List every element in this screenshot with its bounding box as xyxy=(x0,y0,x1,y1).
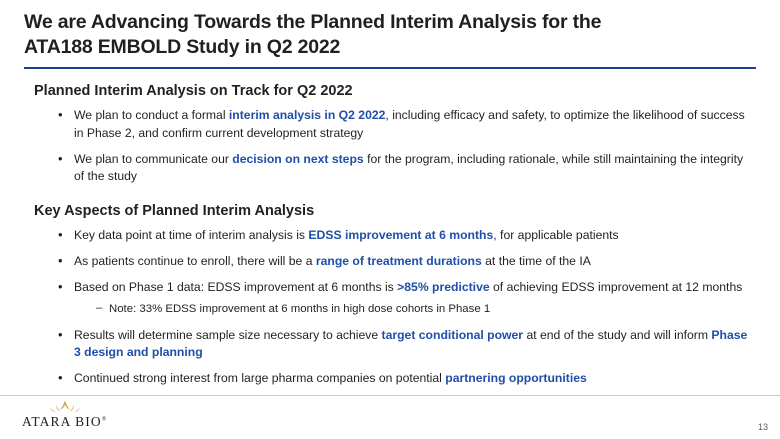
logo-text: ATARA BIO® xyxy=(22,414,108,429)
bullet-text: Results will determine sample size necessary to achieve target conditional power at end of the study and will inform Phase 3 design and planning xyxy=(74,327,748,359)
bullet-text: We plan to communicate our decision on next steps for the program, including rationale, while still maintaining the integrity of the study xyxy=(74,152,744,184)
list-item xyxy=(58,279,750,317)
footer-divider xyxy=(0,395,780,396)
list-item xyxy=(58,327,750,362)
section-heading-key-aspects: Key Aspects of Planned Interim Analysis xyxy=(34,202,315,219)
page-number: 13 xyxy=(757,422,768,432)
page-title-line2: ATA188 EMBOLD Study in Q2 2022 xyxy=(24,35,341,58)
list-item xyxy=(58,370,750,387)
list-item xyxy=(58,227,750,244)
bullet-text: Based on Phase 1 data: EDSS improvement at 6 months is >85% predictive of achieving EDSS improvement at 12 months xyxy=(74,280,743,295)
bullet-text: As patients continue to enroll, there will be a range of treatment durations at the time of the IA xyxy=(74,254,591,269)
logo-trademark: ® xyxy=(101,416,108,423)
bullet-list-interim-analysis xyxy=(34,107,750,185)
list-item xyxy=(58,151,750,186)
atara-leaf-icon xyxy=(48,400,82,413)
title-block xyxy=(0,0,780,60)
sub-bullet-list xyxy=(74,302,750,318)
logo xyxy=(22,400,107,430)
list-item-sub xyxy=(96,302,750,318)
bullet-text: Continued strong interest from large pharma companies on potential partnering opportunities xyxy=(74,371,587,386)
bullet-list-key-aspects xyxy=(34,227,750,388)
slide-footer xyxy=(0,395,780,439)
page-title-line1: We are Advancing Towards the Planned Interim Analysis for the xyxy=(24,11,602,33)
slide-content xyxy=(0,69,780,387)
bullet-text: Key data point at time of interim analysis is EDSS improvement at 6 months, for applicable patients xyxy=(74,227,619,242)
list-item xyxy=(58,253,750,270)
list-item xyxy=(58,107,750,142)
sub-bullet-text: Note: 33% EDSS improvement at 6 months in high dose cohorts in Phase 1 xyxy=(109,302,491,315)
page-title xyxy=(24,10,756,60)
bullet-text: We plan to conduct a formal interim analysis in Q2 2022, including efficacy and safety, to optimize the likelihood of success in Phase 2, and confirm current development strategy xyxy=(74,108,745,140)
section-heading-interim-analysis: Planned Interim Analysis on Track for Q2 2022 xyxy=(34,83,353,100)
